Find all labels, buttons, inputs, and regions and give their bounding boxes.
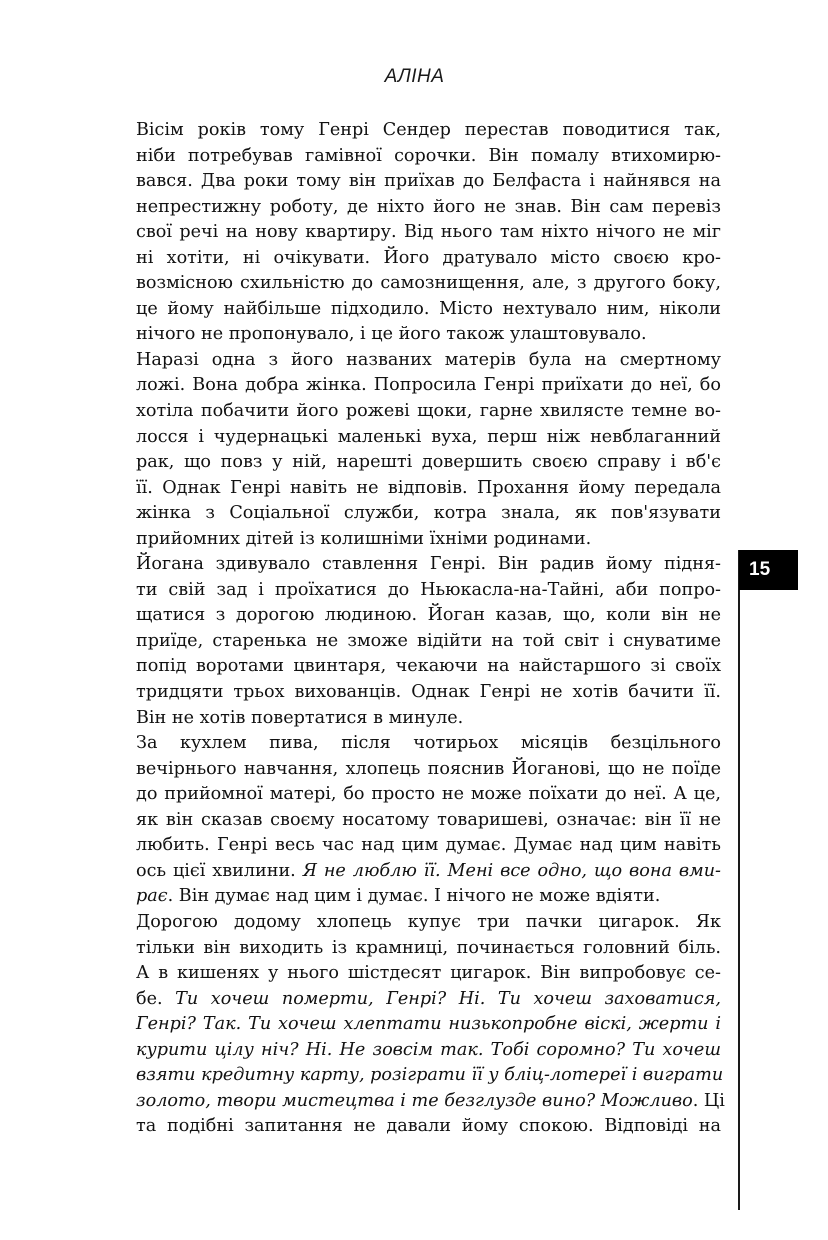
paragraph-1 — [108, 118, 721, 348]
body-text — [108, 118, 725, 1140]
text-line: попід воротами цвинтаря, чекаючи на найстаршого зі своїх — [136, 656, 721, 677]
text-line — [108, 987, 721, 1013]
text-run: . Ці — [692, 1090, 725, 1111]
text-line — [108, 859, 721, 885]
text-line: вався. Два роки тому він приїхав до Белфаста і найнявся на — [136, 171, 721, 192]
text-line: приїде, старенька не зможе відійти на той світ і снуватиме — [136, 630, 721, 651]
page-number: 15 — [749, 559, 771, 580]
italic-text-run: рає — [136, 886, 168, 907]
text-line: ти свій зад і проїхатися до Ньюкасла-на-Тайні, аби попро- — [136, 579, 721, 600]
italic-text-run: Я не люблю її. Мені все одно, що вона вми- — [302, 860, 721, 881]
italic-text-run: Ти хочеш померти, Генрі? Ні. Ти хочеш заховатися, — [175, 988, 721, 1009]
text-line: рак, що повз у ній, нарешті довершить своєю справу і вб'є — [136, 452, 721, 473]
text-line — [108, 1063, 724, 1089]
text-line: до прийомної матері, бо просто не може поїхати до неї. А це, — [136, 784, 721, 805]
text-line: та подібні запитання не давали йому спокою. Відповіді на — [136, 1116, 721, 1137]
text-line: це йому найбільше підходило. Місто нехтувало ним, ніколи — [136, 298, 721, 319]
text-line: лосся і чудернацькі маленькі вуха, перш ніж невблаганний — [136, 426, 721, 447]
paragraph-5 — [108, 910, 725, 1140]
text-line: як він сказав своєму носатому товаришеві, означає: він її не — [136, 809, 721, 830]
text-line: Вісім років тому Генрі Сендер перестав поводитися так, — [136, 120, 721, 140]
text-line — [108, 884, 721, 910]
paragraph-4 — [108, 731, 721, 910]
text-line: ніби потребував гамівної сорочки. Він помалу втихомирю- — [136, 145, 721, 166]
text-run: ось цієї хвилини. — [136, 860, 303, 881]
text-line: вечірнього навчання, хлопець пояснив Йоганові, що не поїде — [136, 758, 721, 779]
text-line: нічого не пропонувало, і це його також улаштовувало. — [136, 324, 647, 345]
text-line: ложі. Вона добра жінка. Попросила Генрі приїхати до неї, бо — [136, 375, 721, 396]
page-number-tab — [739, 550, 798, 590]
text-line: тридцяти трьох вихованців. Однак Генрі не хотів бачити її. — [136, 682, 721, 703]
text-run: бе. — [136, 988, 176, 1009]
running-head: АЛІНА — [384, 66, 445, 87]
italic-text-run: золото, твори мистецтва і те безглузде вино? Можливо — [136, 1090, 693, 1111]
text-line: її. Однак Генрі навіть не відповів. Прохання йому передала — [136, 477, 721, 498]
text-line — [108, 1038, 721, 1064]
italic-text-run: курити цілу ніч? Ні. Не зовсім так. Тобі соромно? Ти хочеш — [136, 1039, 721, 1060]
text-line: щатися з дорогою людиною. Йоган казав, що, коли він не — [136, 605, 721, 626]
text-line: свої речі на нову квартиру. Від нього там ніхто нічого не міг — [136, 222, 721, 243]
text-line: Наразі одна з його названих матерів була на смертному — [136, 349, 721, 370]
text-line: За кухлем пива, після чотирьох місяців безцільного — [136, 733, 721, 754]
text-line: тільки він виходить із крамниці, починається головний біль. — [136, 937, 721, 958]
paragraph-2 — [108, 348, 721, 552]
text-line: жінка з Соціальної служби, котра знала, як пов'язувати — [136, 503, 721, 524]
text-line: прийомних дітей із колишніми їхніми родинами. — [136, 528, 592, 549]
text-line: ні хотіти, ні очікувати. Його дратувало місто своєю кро- — [136, 247, 721, 268]
paragraph-3 — [108, 552, 721, 731]
text-line — [108, 1012, 721, 1038]
text-line: Він не хотів повертатися в минуле. — [136, 707, 464, 728]
italic-text-run: взяти кредитну карту, розіграти її у бліц-лотереї і виграти — [136, 1065, 724, 1086]
margin-rule — [738, 550, 740, 1210]
text-line: любить. Генрі весь час над цим думає. Думає над цим навіть — [136, 835, 721, 856]
text-line: хотіла побачити його рожеві щоки, гарне хвилясте темне во- — [136, 401, 721, 422]
text-line: возмісною схильністю до самознищення, але, з другого боку, — [136, 273, 721, 294]
text-line: непрестижну роботу, де ніхто його не знав. Він сам перевіз — [136, 196, 721, 217]
text-line: А в кишенях у нього шістдесят цигарок. Він випробовує се- — [136, 963, 721, 984]
italic-text-run: Генрі? Так. Ти хочеш хлептати низькопробне віскі, жерти і — [136, 1014, 721, 1035]
text-line: Йогана здивувало ставлення Генрі. Він радив йому підня- — [136, 554, 721, 575]
text-run: . Він думає над цим і думає. І нічого не може вдіяти. — [167, 886, 661, 907]
text-line: Дорогою додому хлопець купує три пачки цигарок. Як — [136, 911, 721, 932]
text-line — [108, 1089, 725, 1115]
